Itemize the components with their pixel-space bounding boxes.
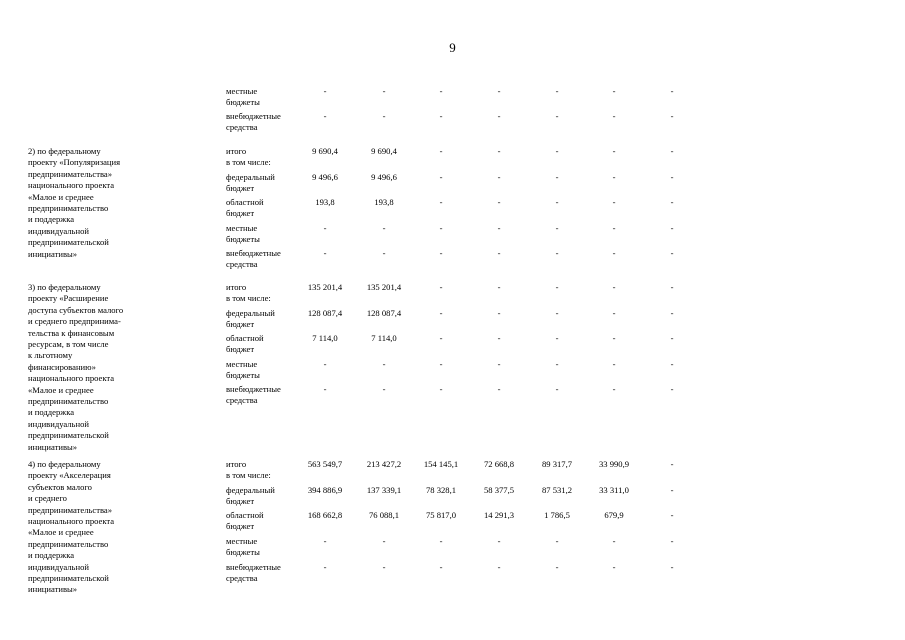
cell-value: -: [670, 536, 674, 546]
cell-value: -: [497, 111, 501, 121]
cell-value: -: [555, 384, 559, 394]
cell-value: -: [612, 384, 616, 394]
row-label: местные бюджеты: [226, 86, 260, 108]
cell-value: -: [497, 536, 501, 546]
cell-value: 33 311,0: [599, 485, 629, 495]
cell-value: -: [612, 172, 616, 182]
cell-value: -: [439, 282, 443, 292]
cell-value: -: [497, 223, 501, 233]
cell-value: -: [612, 562, 616, 572]
cell-value: -: [670, 172, 674, 182]
cell-value: -: [555, 359, 559, 369]
cell-value: -: [612, 359, 616, 369]
cell-value: -: [497, 384, 501, 394]
cell-value: 213 427,2: [366, 459, 402, 469]
row-label: местные бюджеты: [226, 536, 260, 558]
cell-value: -: [670, 510, 674, 520]
cell-value: -: [497, 359, 501, 369]
cell-value: -: [497, 197, 501, 207]
cell-value: -: [555, 282, 559, 292]
cell-value: -: [439, 562, 443, 572]
cell-value: -: [670, 223, 674, 233]
cell-value: -: [555, 562, 559, 572]
row-label: федеральный бюджет: [226, 172, 275, 194]
cell-value: 137 339,1: [366, 485, 402, 495]
cell-value: 7 114,0: [371, 333, 397, 343]
cell-value: -: [323, 223, 327, 233]
cell-value: -: [670, 562, 674, 572]
cell-value: 168 662,8: [307, 510, 343, 520]
cell-value: -: [612, 197, 616, 207]
cell-value: -: [555, 333, 559, 343]
section-title: 4) по федеральному проекту «Акселерация субъектов малого и среднего предпринимательства» национального проекта «Малое и среднее предпринимательство и поддержка индивидуальной предпринимательской инициативы»: [28, 459, 115, 595]
cell-value: -: [612, 308, 616, 318]
cell-value: -: [497, 248, 501, 258]
cell-value: -: [439, 223, 443, 233]
cell-value: -: [670, 359, 674, 369]
cell-value: -: [612, 146, 616, 156]
cell-value: -: [612, 536, 616, 546]
cell-value: -: [670, 86, 674, 96]
page-number: 9: [449, 40, 456, 55]
cell-value: 78 328,1: [425, 485, 457, 495]
cell-value: -: [323, 359, 327, 369]
cell-value: -: [670, 308, 674, 318]
cell-value: -: [670, 111, 674, 121]
cell-value: 1 786,5: [544, 510, 570, 520]
cell-value: 128 087,4: [307, 308, 343, 318]
row-label: внебюджетные средства: [226, 248, 281, 270]
cell-value: -: [670, 197, 674, 207]
row-label: федеральный бюджет: [226, 485, 275, 507]
cell-value: -: [323, 86, 327, 96]
cell-value: -: [323, 384, 327, 394]
cell-value: 33 990,9: [598, 459, 630, 469]
cell-value: -: [439, 333, 443, 343]
cell-value: -: [439, 172, 443, 182]
cell-value: -: [670, 248, 674, 258]
cell-value: -: [323, 562, 327, 572]
cell-value: 72 668,8: [483, 459, 515, 469]
cell-value: 563 549,7: [307, 459, 343, 469]
cell-value: 9 690,4: [312, 146, 338, 156]
cell-value: 9 690,4: [371, 146, 397, 156]
cell-value: -: [497, 172, 501, 182]
cell-value: -: [439, 536, 443, 546]
cell-value: -: [497, 282, 501, 292]
cell-value: -: [382, 248, 386, 258]
cell-value: -: [323, 111, 327, 121]
row-label: внебюджетные средства: [226, 111, 281, 133]
cell-value: -: [670, 384, 674, 394]
cell-value: -: [439, 384, 443, 394]
row-label: федеральный бюджет: [226, 308, 275, 330]
cell-value: 9 496,6: [371, 172, 397, 182]
cell-value: -: [612, 86, 616, 96]
cell-value: 58 377,5: [483, 485, 515, 495]
cell-value: 76 088,1: [368, 510, 400, 520]
cell-value: -: [439, 308, 443, 318]
cell-value: 394 886,9: [307, 485, 343, 495]
cell-value: -: [555, 146, 559, 156]
cell-value: -: [382, 536, 386, 546]
row-label: областной бюджет: [226, 333, 264, 355]
cell-value: -: [670, 282, 674, 292]
cell-value: 9 496,6: [312, 172, 338, 182]
cell-value: -: [612, 111, 616, 121]
cell-value: -: [439, 146, 443, 156]
cell-value: 135 201,4: [307, 282, 343, 292]
cell-value: -: [439, 86, 443, 96]
cell-value: -: [497, 562, 501, 572]
cell-value: -: [612, 282, 616, 292]
cell-value: -: [555, 197, 559, 207]
row-label: итого в том числе:: [226, 459, 271, 481]
row-label: итого в том числе:: [226, 282, 271, 304]
cell-value: 87 531,2: [541, 485, 573, 495]
cell-value: -: [497, 86, 501, 96]
cell-value: 89 317,7: [541, 459, 573, 469]
cell-value: -: [612, 223, 616, 233]
cell-value: -: [439, 197, 443, 207]
cell-value: -: [382, 86, 386, 96]
cell-value: -: [612, 333, 616, 343]
row-label: местные бюджеты: [226, 223, 260, 245]
cell-value: -: [382, 562, 386, 572]
cell-value: -: [497, 146, 501, 156]
cell-value: -: [439, 111, 443, 121]
cell-value: -: [670, 459, 674, 469]
cell-value: -: [670, 333, 674, 343]
row-label: областной бюджет: [226, 197, 264, 219]
cell-value: 135 201,4: [366, 282, 402, 292]
cell-value: -: [670, 485, 674, 495]
cell-value: -: [497, 333, 501, 343]
cell-value: -: [382, 223, 386, 233]
cell-value: -: [670, 146, 674, 156]
cell-value: 7 114,0: [312, 333, 338, 343]
cell-value: -: [555, 223, 559, 233]
cell-value: -: [382, 384, 386, 394]
cell-value: -: [382, 359, 386, 369]
cell-value: 154 145,1: [423, 459, 459, 469]
cell-value: 193,8: [315, 197, 335, 207]
cell-value: -: [439, 248, 443, 258]
cell-value: -: [555, 248, 559, 258]
cell-value: -: [555, 308, 559, 318]
row-label: внебюджетные средства: [226, 562, 281, 584]
cell-value: -: [323, 248, 327, 258]
cell-value: -: [497, 308, 501, 318]
section-title: 3) по федеральному проекту «Расширение доступа субъектов малого и среднего предпринима- тельства к финансовым ресурсам, в том числе к льготному финансированию» национального проекта «Малое и среднее предпринимательство и поддержка индивидуальной предпринимательской инициативы»: [28, 282, 124, 452]
cell-value: -: [555, 86, 559, 96]
cell-value: 128 087,4: [366, 308, 402, 318]
cell-value: -: [555, 111, 559, 121]
cell-value: 14 291,3: [483, 510, 515, 520]
cell-value: -: [612, 248, 616, 258]
cell-value: 679,9: [604, 510, 624, 520]
cell-value: -: [323, 536, 327, 546]
cell-value: -: [555, 536, 559, 546]
cell-value: -: [555, 172, 559, 182]
row-label: местные бюджеты: [226, 359, 260, 381]
cell-value: -: [439, 359, 443, 369]
row-label: итого в том числе:: [226, 146, 271, 168]
cell-value: 75 817,0: [425, 510, 457, 520]
row-label: внебюджетные средства: [226, 384, 281, 406]
cell-value: -: [382, 111, 386, 121]
section-title: 2) по федеральному проекту «Популяризация предпринимательства» национального проекта «Малое и среднее предпринимательство и поддержка индивидуальной предпринимательской инициативы»: [28, 146, 121, 259]
row-label: областной бюджет: [226, 510, 264, 532]
cell-value: 193,8: [374, 197, 394, 207]
